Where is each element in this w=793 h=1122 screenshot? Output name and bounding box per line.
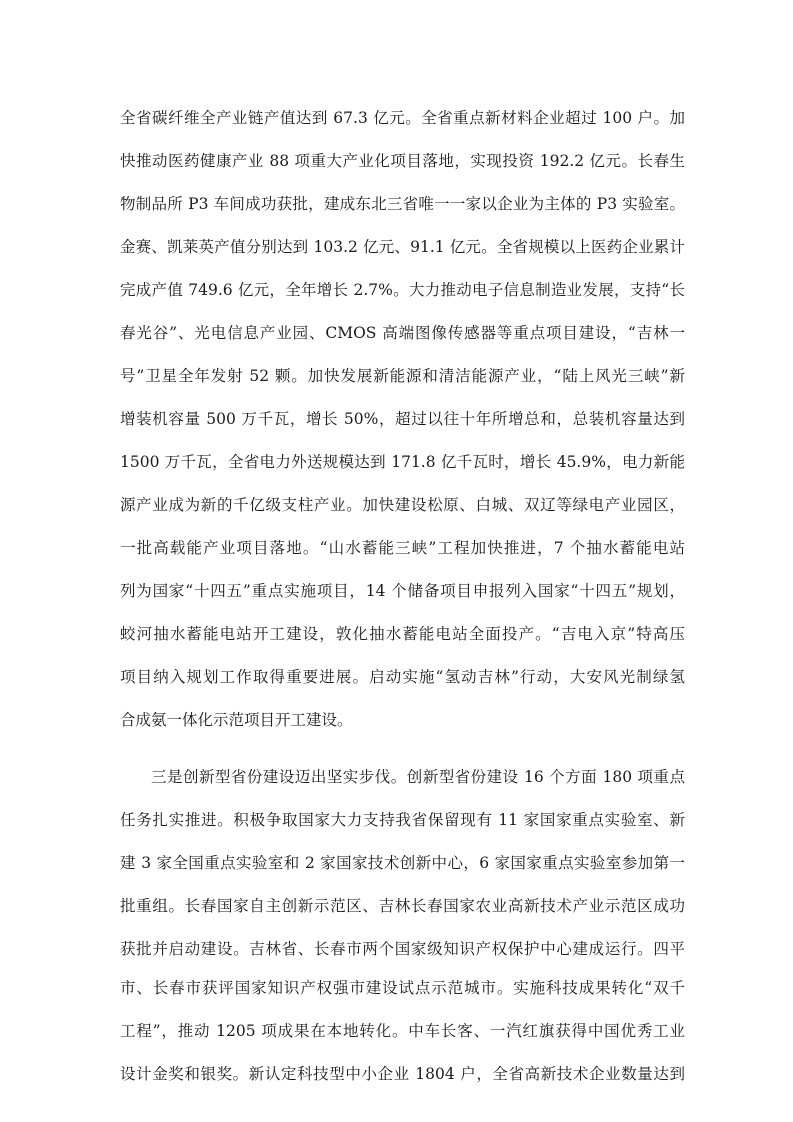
text-line: 1500 万千瓦，全省电力外送规模达到 171.8 亿千瓦时，增长 45.9%，电力新能	[120, 453, 685, 471]
text-line: 蛟河抽水蓄能电站开工建设，敦化抽水蓄能电站全面投产。“吉电入京”特高压	[120, 625, 685, 643]
text-line: 获批并启动建设。吉林省、长春市两个国家级知识产权保护中心建成运行。四平	[120, 940, 685, 958]
text-line: 源产业成为新的千亿级支柱产业。加快建设松原、白城、双辽等绿电产业园区，	[120, 496, 685, 514]
text-line: 列为国家“十四五”重点实施项目，14 个储备项目申报列入国家“十四五”规划，	[120, 582, 685, 600]
text-line: 全省碳纤维全产业链产值达到 67.3 亿元。全省重点新材料企业超过 100 户。加	[120, 109, 685, 127]
text-line: 物制品所 P3 车间成功获批，建成东北三省唯一一家以企业为主体的 P3 实验室。	[120, 195, 685, 213]
text-line: 金赛、凯莱英产值分别达到 103.2 亿元、91.1 亿元。全省规模以上医药企业累计	[120, 238, 685, 256]
text-line: 建 3 家全国重点实验室和 2 家国家技术创新中心，6 家国家重点实验室参加第一	[120, 854, 685, 872]
text-line: 合成氨一体化示范项目开工建设。	[120, 711, 353, 729]
text-line: 春光谷”、光电信息产业园、CMOS 高端图像传感器等重点项目建设，“吉林一	[120, 324, 685, 342]
text-line: 增装机容量 500 万千瓦，增长 50%，超过以往十年所增总和，总装机容量达到	[120, 410, 685, 428]
text-line: 工程”，推动 1205 项成果在本地转化。中车长客、一汽红旗获得中国优秀工业	[120, 1022, 685, 1040]
text-line: 一批高载能产业项目落地。“山水蓄能三峡”工程加快推进，7 个抽水蓄能电站	[120, 539, 685, 557]
text-line: 设计金奖和银奖。新认定科技型中小企业 1804 户，全省高新技术企业数量达到	[120, 1065, 685, 1083]
text-line: 完成产值 749.6 亿元，全年增长 2.7%。大力推动电子信息制造业发展，支持“长	[120, 281, 685, 299]
text-line: 项目纳入规划工作取得重要进展。启动实施“氢动吉林”行动，大安风光制绿氢	[120, 668, 685, 686]
text-line: 快推动医药健康产业 88 项重大产业化项目落地，实现投资 192.2 亿元。长春生	[120, 152, 685, 170]
text-line: 任务扎实推进。积极争取国家大力支持我省保留现有 11 家国家重点实验室、新	[120, 811, 685, 829]
text-line: 号”卫星全年发射 52 颗。加快发展新能源和清洁能源产业，“陆上风光三峡”新	[120, 367, 685, 385]
text-line: 市、长春市获评国家知识产权强市建设试点示范城市。实施科技成果转化“双千	[120, 979, 685, 997]
text-line: 三是创新型省份建设迈出坚实步伐。创新型省份建设 16 个方面 180 项重点	[151, 768, 685, 786]
text-line: 批重组。长春国家自主创新示范区、吉林长春国家农业高新技术产业示范区成功	[120, 897, 685, 915]
